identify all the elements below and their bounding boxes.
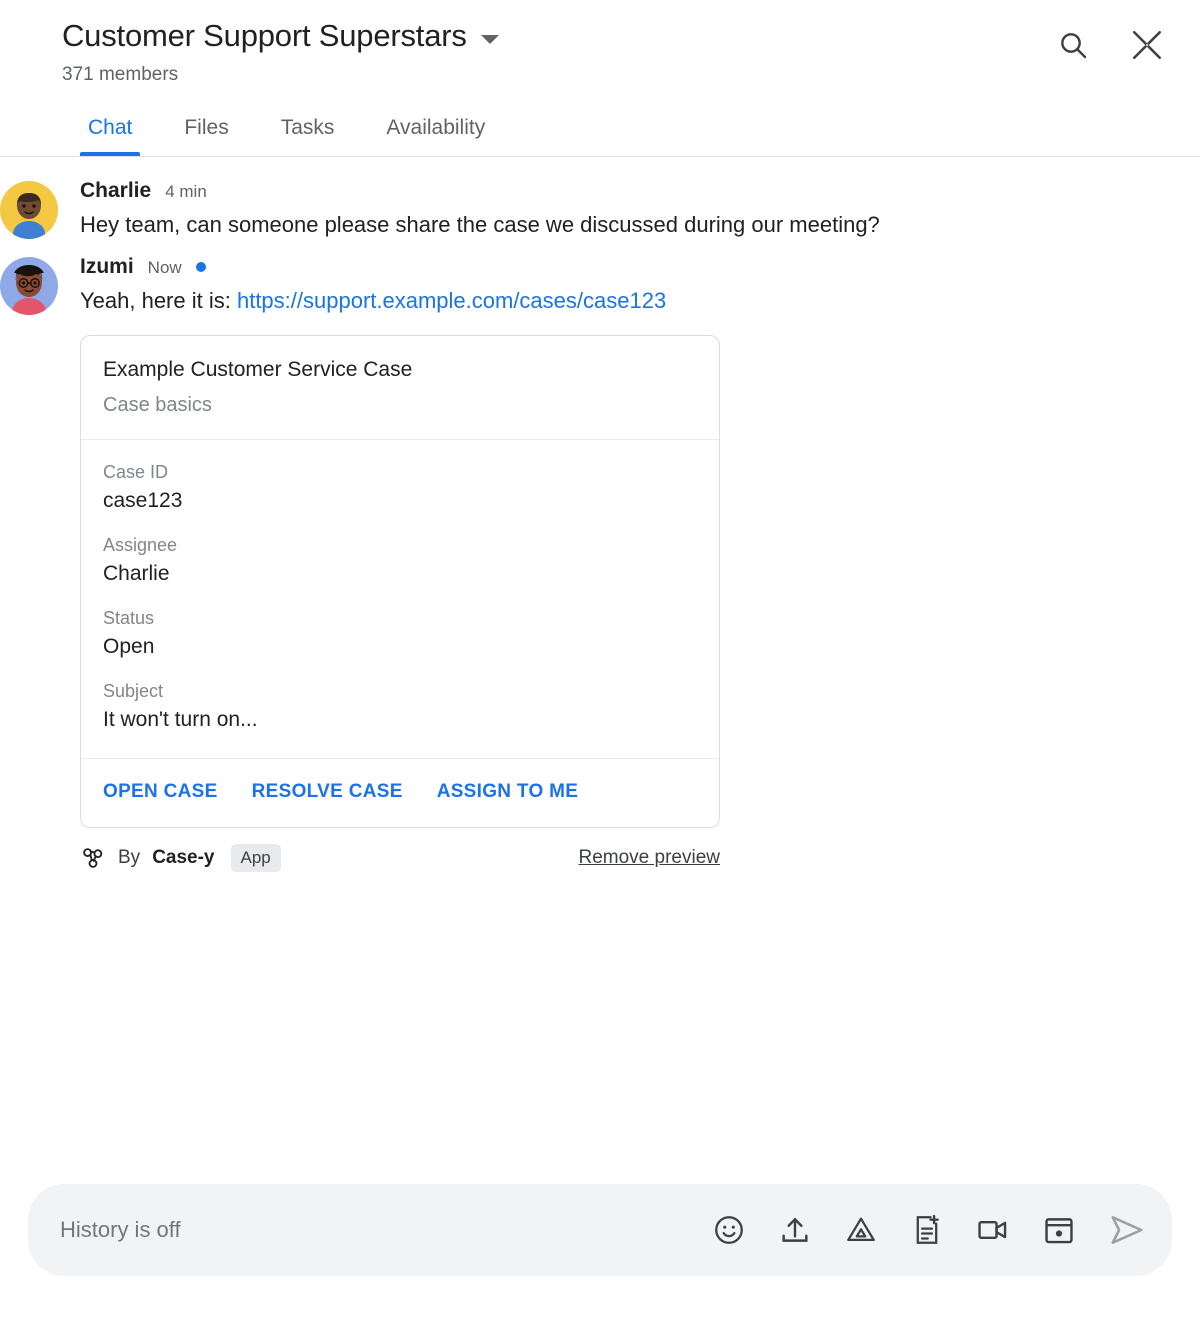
room-tabs [0,106,1200,157]
assign-to-me-button[interactable]: ASSIGN TO ME [436,780,579,802]
card-header [81,336,719,440]
field-case-id [103,462,697,513]
card-title: Example Customer Service Case [103,357,413,381]
drive-icon[interactable] [844,1213,878,1247]
field-status [103,608,697,659]
header-actions [1056,28,1164,62]
calendar-icon[interactable] [1042,1213,1076,1247]
open-case-button[interactable]: OPEN CASE [103,780,218,802]
message-input[interactable] [60,1217,694,1243]
case-preview-card [80,335,720,828]
message-header [80,179,1172,203]
tab-tasks[interactable]: Tasks [280,116,335,139]
app-badge: App [231,844,281,872]
tab-files[interactable]: Files [184,116,229,139]
message-text: Hey team, can someone please share the case we discussed during our meeting? [80,212,880,237]
case-link[interactable]: https://support.example.com/cases/case123 [236,287,667,313]
resolve-case-button[interactable]: RESOLVE CASE [251,780,403,802]
field-value: Open [103,634,155,658]
doc-add-icon[interactable] [910,1213,944,1247]
card-subtitle: Case basics [103,393,212,416]
emoji-icon[interactable] [712,1213,746,1247]
remove-preview-link[interactable]: Remove preview [578,846,720,868]
message-body [80,179,1172,241]
send-icon[interactable] [1108,1211,1146,1249]
message-sender: Izumi [80,254,134,278]
video-icon[interactable] [976,1213,1010,1247]
field-label: Subject [103,680,164,701]
card-actions [81,759,719,827]
avatar[interactable] [0,181,58,239]
field-value: It won't turn on... [103,707,258,731]
message-text [80,285,1000,317]
message-text-prefix: Yeah, here it is: [80,287,237,313]
webhook-icon [80,845,106,871]
field-assignee [103,535,697,586]
attribution-app-name: Case-y [152,846,215,868]
message-timestamp: 4 min [165,182,207,201]
message-sender: Charlie [80,179,152,202]
search-icon[interactable] [1056,28,1090,62]
tab-chat[interactable]: Chat [62,106,158,156]
card-attribution [80,844,720,872]
message-item [80,179,1172,255]
collapse-icon[interactable] [1130,28,1164,62]
unread-dot-icon [196,262,206,272]
message-timestamp: Now [147,257,182,277]
composer-icons [712,1213,1076,1247]
field-label: Status [103,607,155,628]
message-header [80,255,1172,279]
field-label: Case ID [103,461,169,482]
upload-icon[interactable] [778,1213,812,1247]
avatar[interactable] [0,257,58,315]
chevron-down-icon[interactable] [481,35,499,44]
message-body [80,255,1172,872]
tab-availability[interactable]: Availability [386,116,486,139]
message-list [0,157,1200,1336]
card-fields [81,440,719,759]
composer-area [0,1184,1200,1336]
field-label: Assignee [103,534,178,555]
room-title-row[interactable] [62,18,1172,54]
room-header [0,0,1200,86]
member-count: 371 members [62,64,179,85]
field-value: Charlie [103,561,170,585]
field-subject [103,681,697,732]
field-value: case123 [103,488,183,512]
message-item [80,254,1172,886]
page-title: Customer Support Superstars [62,18,467,53]
attribution-by-label: By [118,846,141,868]
message-composer[interactable] [28,1184,1172,1276]
